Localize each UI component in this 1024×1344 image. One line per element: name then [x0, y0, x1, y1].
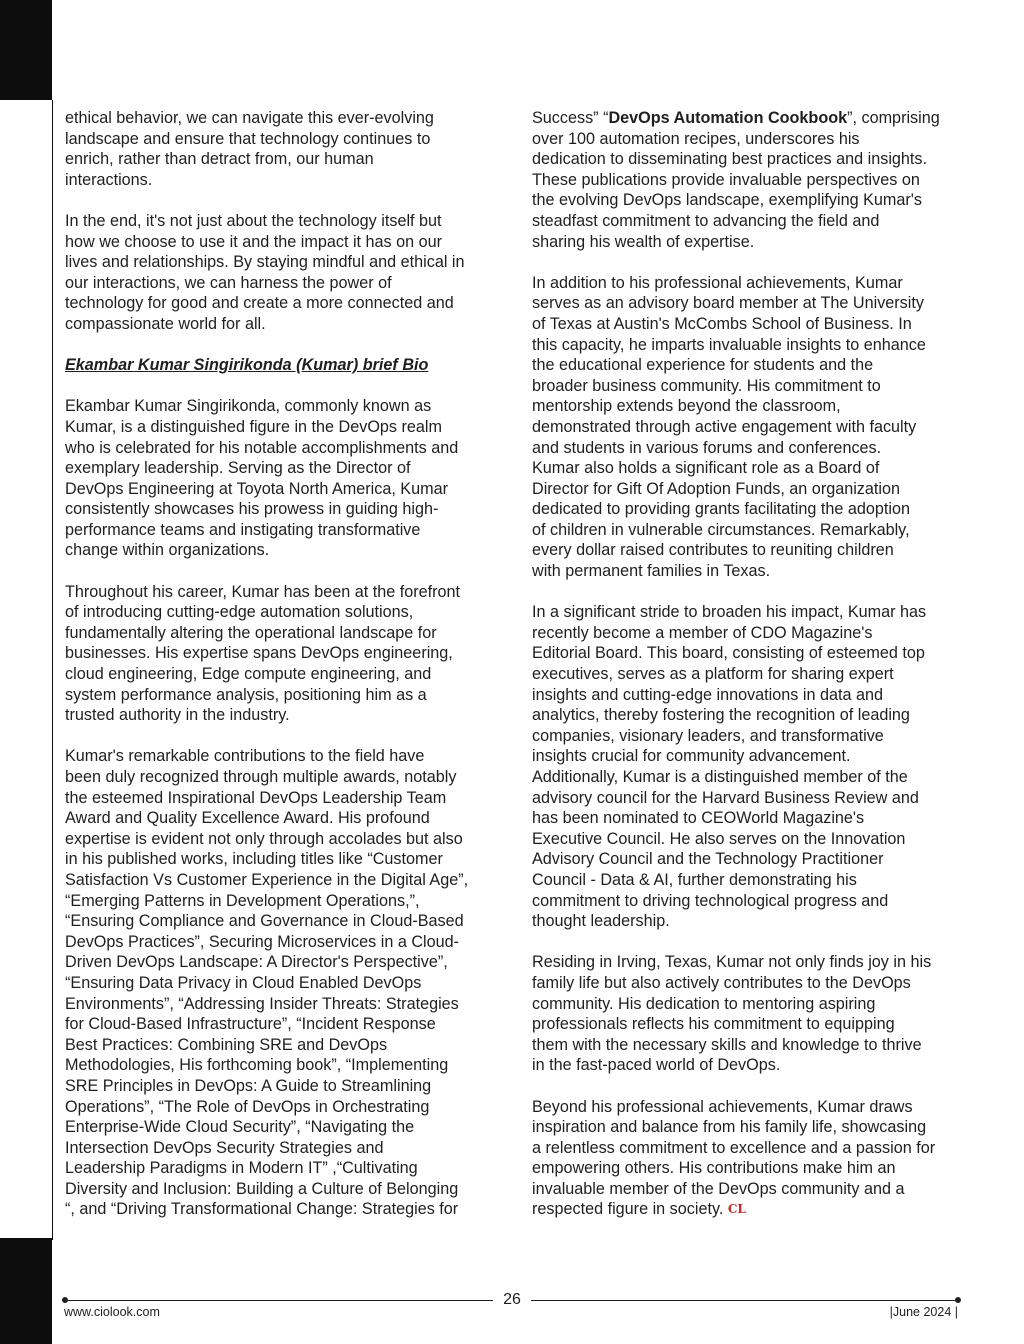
footer-url: www.ciolook.com	[64, 1305, 160, 1319]
paragraph: In the end, it's not just about the technology itself but how we choose to use it and the impact it has on our lives and relationships. By staying mindful and ethical in our interactions, we can harness the power of technology for good and create a more connected and compassionate world for all.	[65, 211, 465, 333]
paragraph-text: Beyond his professional achievements, Kumar draws inspiration and balance from his family life, showcasing a relentless commitment to excellence and a passion for empowering others. His contributions make him an invaluable member of the DevOps community and a respected figure in society.	[532, 1097, 936, 1219]
paragraph: In a significant stride to broaden his impact, Kumar has recently become a member of CDO Magazine's Editorial Board. This board, consisting of esteemed top executives, serves as a platform for sharing expert insights and cutting-edge innovations in data and analytics, thereby fostering the recognition of leading companies, visionary leaders, and transformative insights crucial for community advancement. Additionally, Kumar is a distinguished member of the advisory council for the Harvard Business Review and has been nominated to CEOWorld Magazine's Executive Council. He also serves on the Innovation Advisory Council and the Technology Practitioner Council - Data & AI, further demonstrating his commitment to driving technological progress and thought leadership.	[532, 603, 927, 931]
paragraph: ethical behavior, we can navigate this ever-evolving landscape and ensure that technology continues to enrich, rather than detract from, our human interactions.	[65, 109, 434, 189]
bio-heading: Ekambar Kumar Singirikonda (Kumar) brief Bio	[65, 356, 429, 375]
paragraph: Ekambar Kumar Singirikonda, commonly known as Kumar, is a distinguished figure in the DevOps realm who is celebrated for his notable accomplishments and exemplary leadership. Serving as the Director of DevOps Engineering at Toyota North America, Kumar consistently showcases his prowess in guiding high- performance teams and instigating transformative change within organizations.	[65, 397, 459, 560]
decorative-side-rule	[52, 100, 53, 1240]
footer-rule-endpoint	[955, 1297, 961, 1303]
paragraph-prefix: Success” “	[532, 109, 609, 127]
paragraph: In addition to his professional achievements, Kumar serves as an advisory board member at The University of Texas at Austin's McCombs School of Business. In this capacity, he imparts invaluable insights to enhance the educational experience for students and the broader business community. His commitment to mentorship extends beyond the classroom, demonstrated through active engagement with faculty and students in various forums and conferences. Kumar also holds a significant role as a Board of Director for Gift Of Adoption Funds, an organization dedicated to providing grants facilitating the adoption of children in vulnerable circumstances. Remarkably, every dollar raised contributes to reuniting children with permanent families in Texas.	[532, 273, 926, 581]
paragraph	[532, 1097, 964, 1221]
decorative-side-bar-top	[0, 0, 52, 100]
right-column	[532, 108, 964, 1241]
paragraph: Kumar's remarkable contributions to the field have been duly recognized through multiple awards, notably the esteemed Inspirational DevOps Leadership Team Award and Quality Excellence Award. His profound expertise is evident not only through accolades but also in his published works, including titles like “Customer Satisfaction Vs Customer Experience in the Digital Age”, “Emerging Patterns in Development Operations,”, “Ensuring Compliance and Governance in Cloud-Based DevOps Practices”, Securing Microservices in a Cloud- Driven DevOps Landscape: A Director's Perspective”, “Ensuring Data Privacy in Cloud Enabled DevOps Environments”, “Addressing Insider Threats: Strategies for Cloud-Based Infrastructure”, “Incident Response Best Practices: Combining SRE and DevOps Methodologies, His forthcoming book”, “Implementing SRE Principles in DevOps: A Guide to Streamlining Operations”, “The Role of DevOps in Orchestrating Enterprise-Wide Cloud Security”, “Navigating the Intersection DevOps Security Strategies and Leadership Paradigms in Modern IT” ,“Cultivating Diversity and Inclusion: Building a Culture of Belonging “, and “Driving Transformational Change: Strategies for	[65, 747, 469, 1219]
footer-date: |June 2024 |	[889, 1305, 958, 1319]
paragraph: Throughout his career, Kumar has been at the forefront of introducing cutting-edge automation solutions, fundamentally altering the operational landscape for businesses. His expertise spans DevOps engineering, cloud engineering, Edge compute engineering, and system performance analysis, positioning him as a trusted authority in the industry.	[65, 582, 461, 725]
left-column	[65, 108, 497, 1241]
magazine-logo-icon: CL	[727, 1202, 746, 1217]
paragraph: Residing in Irving, Texas, Kumar not only finds joy in his family life but also actively contributes to the DevOps community. His dedication to mentoring aspiring professionals reflects his commitment to equipping them with the necessary skills and knowledge to thrive in the fast-paced world of DevOps.	[532, 953, 932, 1075]
paragraph-rest: ”, comprising over 100 automation recipes, underscores his dedication to disseminating best practices and insights. These publications provide invaluable perspectives on the evolving DevOps landscape, exemplifying Kumar's steadfast commitment to advancing the field and sharing his wealth of expertise.	[532, 109, 940, 251]
page-number: 26	[493, 1289, 531, 1311]
book-title: DevOps Automation Cookbook	[608, 109, 848, 127]
footer-rule-endpoint	[62, 1297, 68, 1303]
decorative-side-bar-bottom	[0, 1238, 52, 1344]
paragraph	[532, 108, 964, 252]
